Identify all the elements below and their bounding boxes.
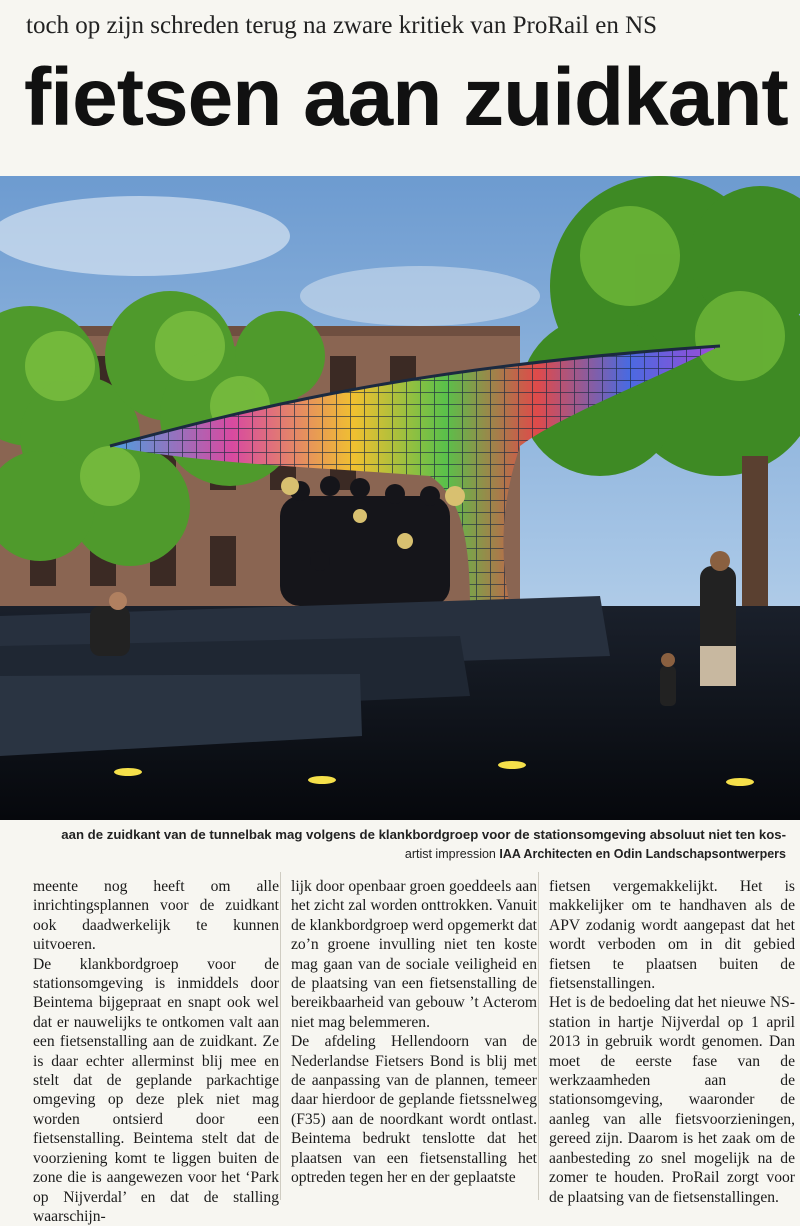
photo-credit — [0, 846, 786, 863]
paragraph: Het is de bedoeling dat het nieuwe NS-station in hartje Nijverdal op 1 april 2013 in gebruik wordt genomen. Dan moet de eerste fase van de werkzaamheden aan de stationsomgeving, waaronder de aanleg van alle fietsvoorzieningen, gereed zijn. Daarom is het zaak om de aanbesteding zo snel mogelijk na de zomer te houden. ProRail zorgt voor de plaatsing van de fietsenstallingen. — [549, 994, 795, 1206]
column-divider — [538, 872, 539, 1200]
paragraph: De klankbordgroep voor de stationsomgeving is inmiddels door Beintema bijgepraat en snapt ook wel dat er nauwelijks te ontkomen valt aan een fietsenstalling aan de zuidkant. Ze is daar echter allerminst blij mee en stelt dat de geplande parkachtige omgeving op deze plek niet mag worden ontsierd door een fietsenstalling. Beintema stelt dat de voorziening komt te liggen buiten de zone die is aangewezen voor het ‘Park op Nijverdal’ en dat de stalling waarschijn- — [33, 955, 279, 1225]
article-column-3 — [549, 877, 795, 1207]
column-divider — [280, 872, 281, 1200]
credit-prefix: artist impression — [404, 847, 500, 861]
article-subheadline: toch op zijn schreden terug na zware kritiek van ProRail en NS — [26, 12, 658, 39]
paragraph: lijk door openbaar groen goeddeels aan het zicht zal worden onttrokken. Vanuit de klankbordgroep werd opgemerkt dat zo’n groene invulling niet ten koste mag gaan van de sociale veiligheid en de plaatsing van een fietsenstalling de bereikbaarheid van gebouw ’t Acterom niet mag belemmeren. — [291, 878, 537, 1031]
paragraph: fietsen vergemakkelijkt. Het is makkelijker om te handhaven als de APV zodanig wordt aangepast dat het wordt verboden om in dit gebied fietsen te plaatsen buiten de fietsenstallingen. — [549, 878, 795, 993]
article-headline: fietsen aan zuidkant — [24, 52, 788, 143]
article-column-1 — [33, 877, 279, 1226]
paragraph: meente nog heeft om alle inrichtingsplannen voor de zuidkant ook daadwerkelijk te kunnen uitvoeren. — [33, 878, 279, 954]
credit-name: IAA Architecten en Odin Landschapsontwerpers — [499, 847, 786, 861]
article-column-2 — [291, 877, 537, 1188]
paragraph: De afdeling Hellendoorn van de Nederlandse Fietsers Bond is blij met de aanpassing van de plannen, temeer daar hierdoor de geplande fietssnelweg (F35) aan de noordkant wordt ontlast. Beintema bedrukt tenslotte dat het plaatsen van een fietsenstalling het optreden tegen her en der geplaatste — [291, 1033, 537, 1187]
artist-impression-image — [0, 176, 800, 820]
photo-caption: aan de zuidkant van de tunnelbak mag volgens de klankbordgroep voor de stationsomgeving absoluut niet ten kos- — [61, 827, 786, 842]
